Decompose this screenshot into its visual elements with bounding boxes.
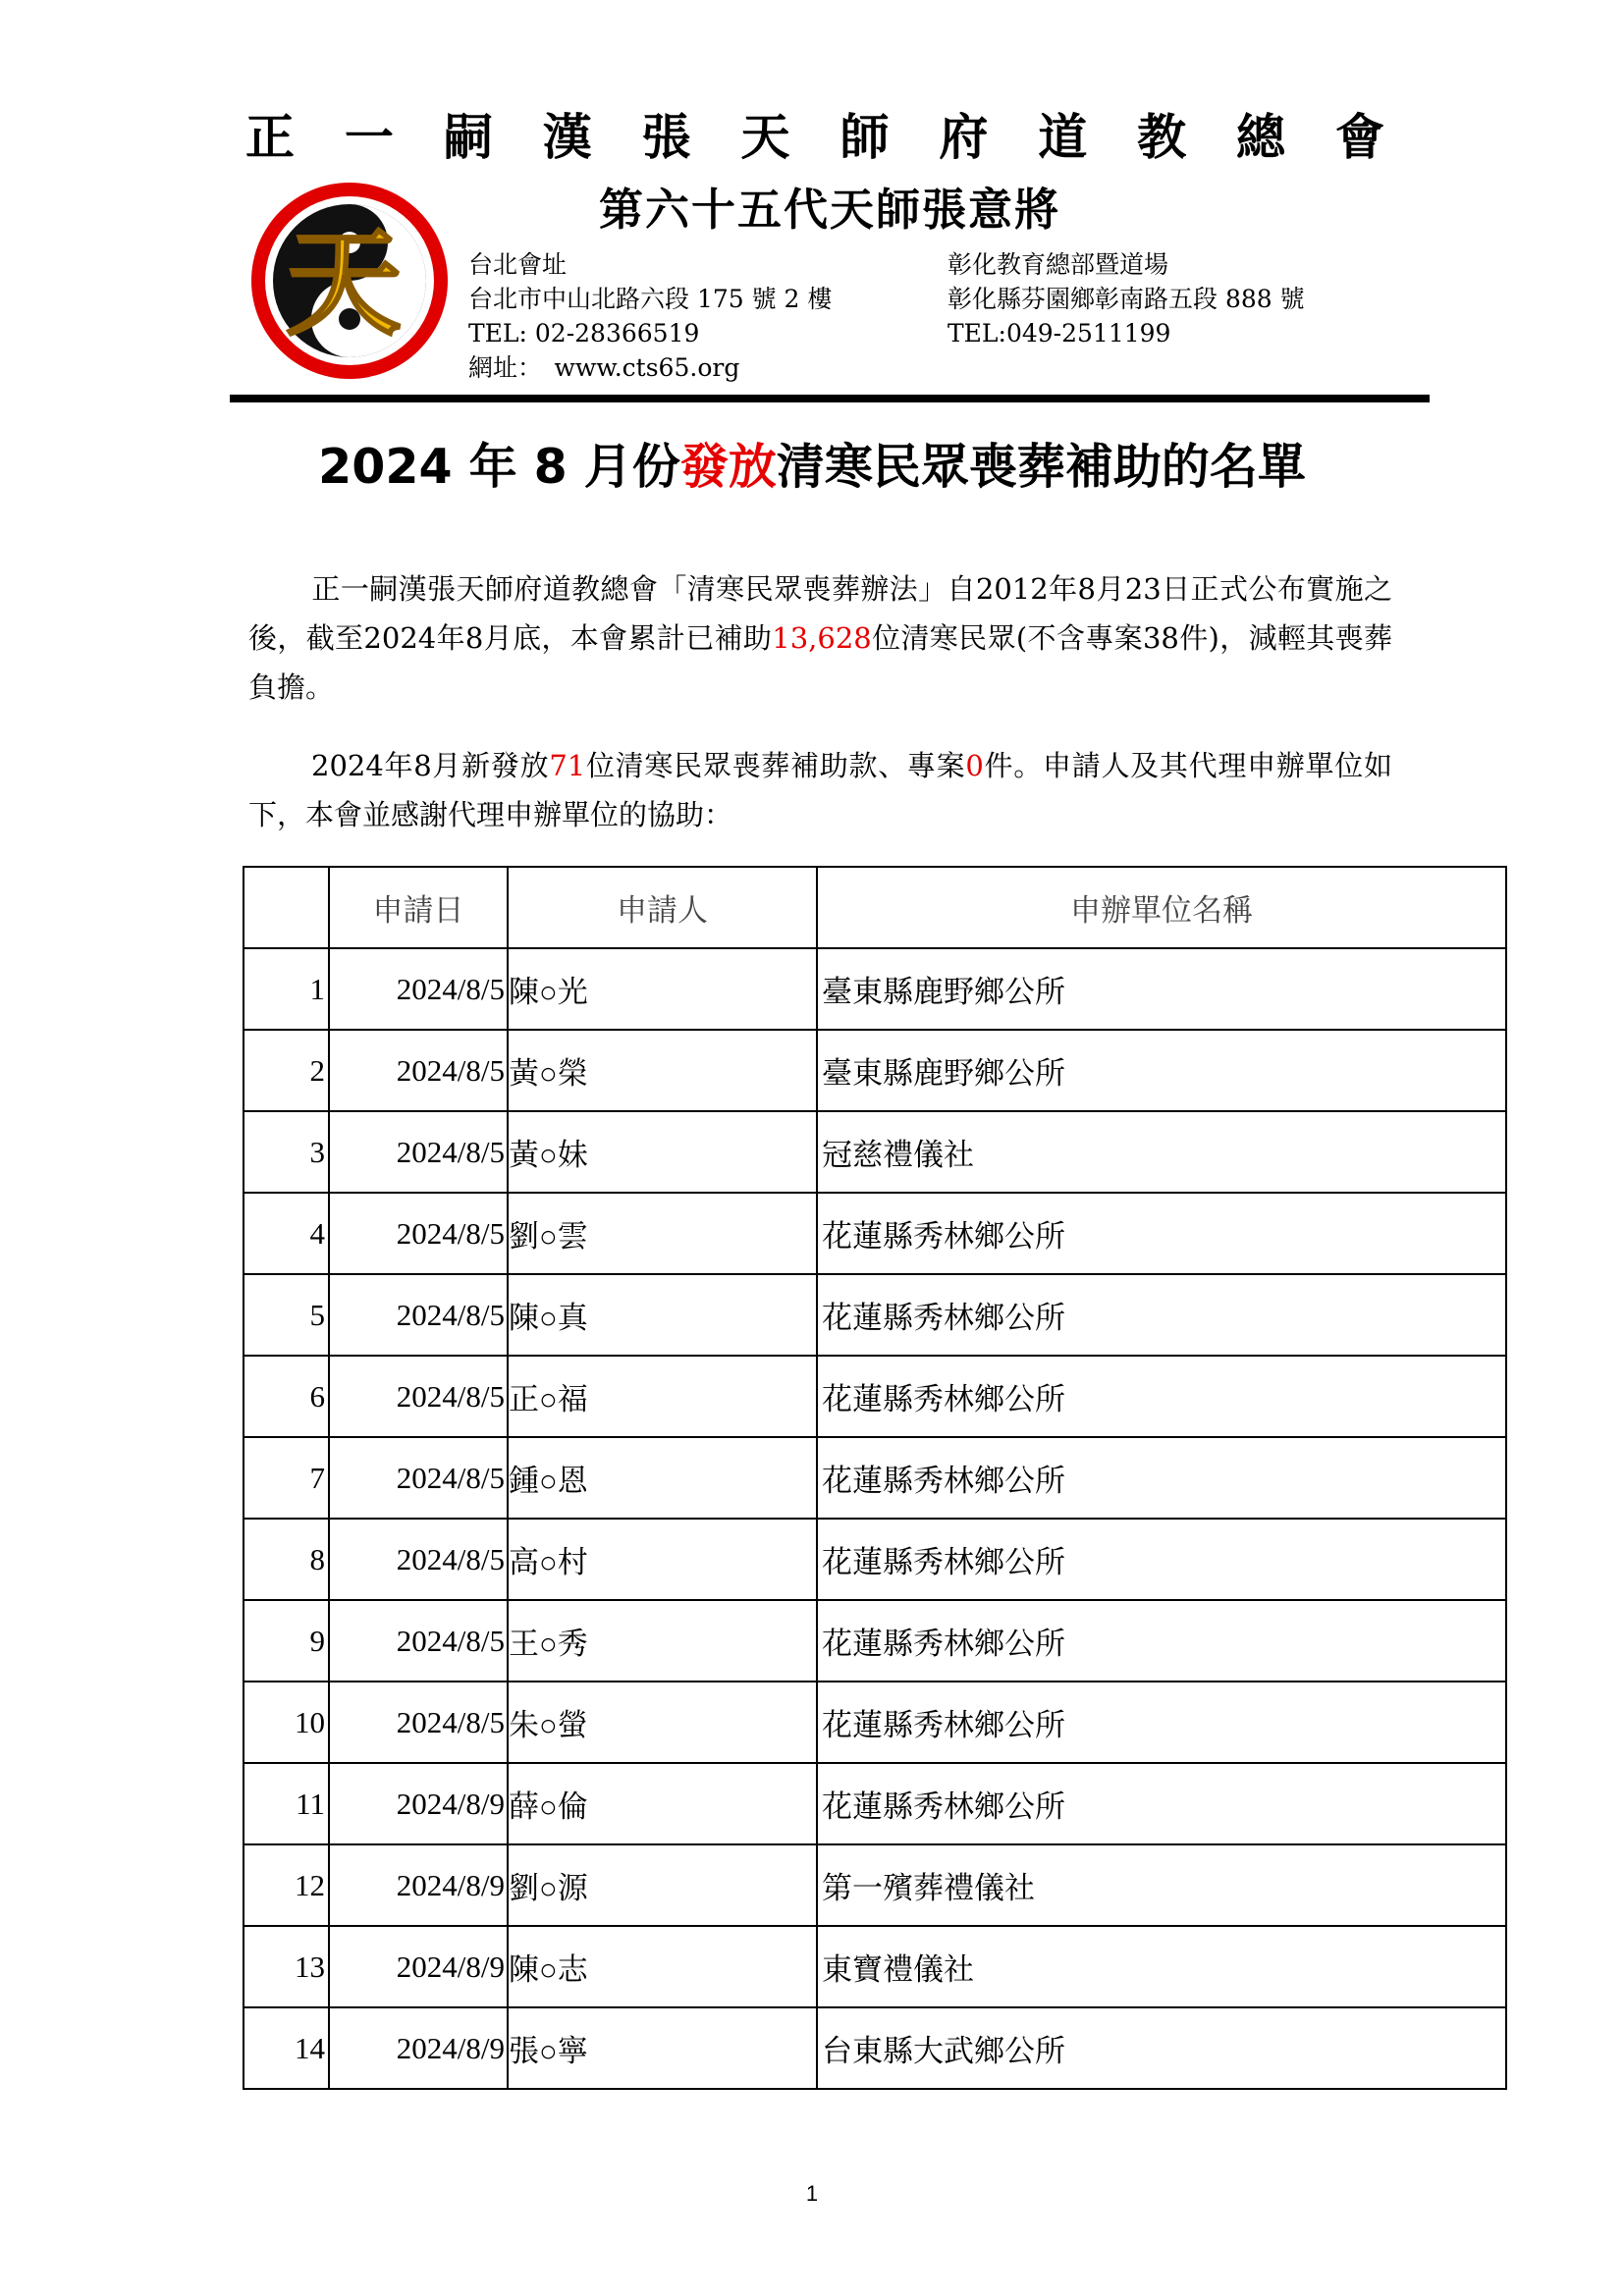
row-date: 2024/8/5: [329, 1274, 508, 1356]
row-date: 2024/8/9: [329, 1926, 508, 2007]
address-street: 彰化縣芬園鄉彰南路五段 888 號: [947, 285, 1305, 313]
row-date: 2024/8/9: [329, 1844, 508, 1926]
header-number: [244, 867, 329, 948]
row-applicant: 黃○妹: [508, 1111, 817, 1193]
header-applicant: 申請人: [508, 867, 817, 948]
address-label: 彰化教育總部暨道場: [947, 250, 1169, 279]
org-char: 嗣: [443, 109, 493, 166]
table-row: [244, 2007, 1506, 2089]
table-row: [244, 1763, 1506, 1844]
changhua-address-block: [947, 247, 1305, 350]
row-applicant: 陳○真: [508, 1274, 817, 1356]
org-char: 師: [839, 109, 890, 166]
address-tel: TEL:049-2511199: [947, 319, 1171, 347]
organization-name: [245, 108, 1384, 167]
table-row: [244, 1519, 1506, 1600]
row-number: 3: [244, 1111, 329, 1193]
tianshi-logo: [245, 177, 454, 385]
row-number: 9: [244, 1600, 329, 1682]
org-char: 總: [1236, 109, 1286, 166]
row-applicant: 張○寧: [508, 2007, 817, 2089]
cumulative-count: 13,628: [772, 621, 872, 655]
row-number: 6: [244, 1356, 329, 1437]
row-applicant: 劉○雲: [508, 1193, 817, 1274]
row-date: 2024/8/5: [329, 1193, 508, 1274]
row-date: 2024/8/5: [329, 1111, 508, 1193]
header-date: 申請日: [329, 867, 508, 948]
row-unit: 花蓮縣秀林鄉公所: [817, 1519, 1506, 1600]
intro-text-pre: 正一嗣漢張天師府道教總會「清寒民眾喪葬辦法」自2012年8月23日正式公布實施之後，截至2024年8月底，本會累計已補助: [248, 572, 1392, 655]
document-title: [0, 437, 1624, 498]
row-number: 4: [244, 1193, 329, 1274]
row-number: 5: [244, 1274, 329, 1356]
row-date: 2024/8/9: [329, 1763, 508, 1844]
row-number: 10: [244, 1682, 329, 1763]
header-unit: 申辦單位名稱: [817, 867, 1506, 948]
intro-text-post: 位清寒民眾(不含專案38件)，減輕其喪葬負擔。: [248, 621, 1392, 704]
title-pre: 2024 年 8 月份: [318, 439, 680, 495]
row-number: 13: [244, 1926, 329, 2007]
row-date: 2024/8/5: [329, 1600, 508, 1682]
row-date: 2024/8/5: [329, 1519, 508, 1600]
subsidy-recipient-table: [243, 866, 1507, 2090]
row-unit: 第一殯葬禮儀社: [817, 1844, 1506, 1926]
table-row: [244, 1193, 1506, 1274]
row-number: 8: [244, 1519, 329, 1600]
row-number: 12: [244, 1844, 329, 1926]
table-row: [244, 1030, 1506, 1111]
row-applicant: 朱○螢: [508, 1682, 817, 1763]
org-char: 天: [740, 109, 790, 166]
logo-character: 天: [285, 215, 403, 351]
row-date: 2024/8/9: [329, 2007, 508, 2089]
table-row: [244, 1600, 1506, 1682]
table-row: [244, 1682, 1506, 1763]
row-number: 1: [244, 948, 329, 1030]
org-char: 張: [641, 109, 691, 166]
monthly-text-post: 件。申請人及其代理申辦單位如下，本會並感謝代理申辦單位的協助：: [248, 749, 1392, 831]
row-applicant: 鍾○恩: [508, 1437, 817, 1519]
monthly-paragraph: [248, 741, 1392, 839]
row-applicant: 正○福: [508, 1356, 817, 1437]
row-unit: 花蓮縣秀林鄉公所: [817, 1763, 1506, 1844]
monthly-text-pre: 2024年8月新發放: [311, 749, 550, 782]
address-tel: TEL: 02-28366519: [468, 319, 700, 347]
org-char: 道: [1038, 109, 1088, 166]
table-row: [244, 1844, 1506, 1926]
title-post: 清寒民眾喪葬補助的名單: [776, 439, 1306, 495]
row-unit: 臺東縣鹿野鄉公所: [817, 948, 1506, 1030]
row-number: 2: [244, 1030, 329, 1111]
address-website: 網址： www.cts65.org: [468, 353, 740, 382]
intro-paragraph: [248, 564, 1392, 712]
header-divider: [230, 395, 1430, 402]
org-char: 正: [245, 109, 295, 166]
row-applicant: 陳○志: [508, 1926, 817, 2007]
table-row: [244, 1274, 1506, 1356]
project-count: 0: [965, 749, 984, 782]
org-char: 會: [1334, 109, 1384, 166]
table-row: [244, 1437, 1506, 1519]
row-applicant: 薛○倫: [508, 1763, 817, 1844]
table-row: [244, 1356, 1506, 1437]
taipei-address-block: [468, 247, 832, 385]
row-unit: 花蓮縣秀林鄉公所: [817, 1437, 1506, 1519]
table-header-row: [244, 867, 1506, 948]
page-number: 1: [805, 2181, 819, 2206]
row-applicant: 高○村: [508, 1519, 817, 1600]
row-number: 7: [244, 1437, 329, 1519]
row-applicant: 王○秀: [508, 1600, 817, 1682]
row-unit: 花蓮縣秀林鄉公所: [817, 1274, 1506, 1356]
row-date: 2024/8/5: [329, 948, 508, 1030]
table-row: [244, 1111, 1506, 1193]
row-unit: 花蓮縣秀林鄉公所: [817, 1193, 1506, 1274]
row-unit: 東寶禮儀社: [817, 1926, 1506, 2007]
celestial-master-subtitle: 第六十五代天師張意將: [599, 184, 1061, 236]
address-street: 台北市中山北路六段 175 號 2 樓: [468, 285, 833, 313]
row-unit: 花蓮縣秀林鄉公所: [817, 1600, 1506, 1682]
org-char: 府: [939, 109, 989, 166]
monthly-text-mid: 位清寒民眾喪葬補助款、專案: [585, 749, 966, 782]
monthly-count: 71: [549, 749, 586, 782]
row-applicant: 劉○源: [508, 1844, 817, 1926]
row-date: 2024/8/5: [329, 1682, 508, 1763]
org-char: 漢: [542, 109, 592, 166]
org-char: 教: [1137, 109, 1187, 166]
row-applicant: 陳○光: [508, 948, 817, 1030]
row-number: 11: [244, 1763, 329, 1844]
title-highlight: 發放: [679, 439, 777, 495]
table-row: [244, 948, 1506, 1030]
table-row: [244, 1926, 1506, 2007]
row-date: 2024/8/5: [329, 1030, 508, 1111]
row-unit: 台東縣大武鄉公所: [817, 2007, 1506, 2089]
row-date: 2024/8/5: [329, 1437, 508, 1519]
row-applicant: 黃○榮: [508, 1030, 817, 1111]
row-number: 14: [244, 2007, 329, 2089]
address-label: 台北會址: [468, 250, 568, 279]
row-unit: 花蓮縣秀林鄉公所: [817, 1356, 1506, 1437]
row-date: 2024/8/5: [329, 1356, 508, 1437]
row-unit: 臺東縣鹿野鄉公所: [817, 1030, 1506, 1111]
row-unit: 花蓮縣秀林鄉公所: [817, 1682, 1506, 1763]
org-char: 一: [344, 109, 394, 166]
row-unit: 冠慈禮儀社: [817, 1111, 1506, 1193]
